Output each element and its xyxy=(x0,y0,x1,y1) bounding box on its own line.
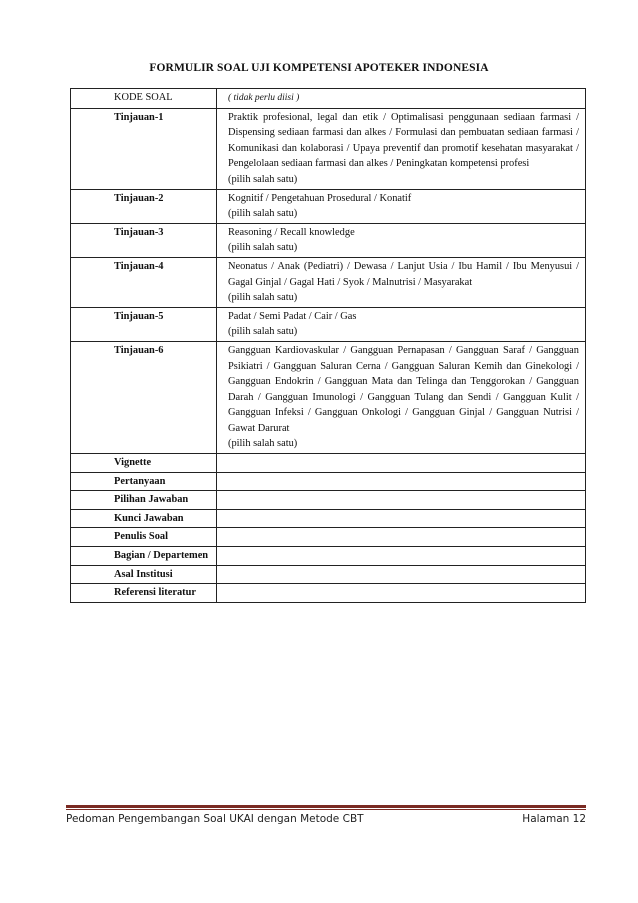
referensi-literatur-field[interactable] xyxy=(217,584,586,603)
kunci-jawaban-field[interactable] xyxy=(217,509,586,528)
tinjauan-1-note: (pilih salah satu) xyxy=(228,173,298,185)
row-value-tinjauan-4 xyxy=(217,257,586,307)
row-value-tinjauan-3 xyxy=(217,223,586,257)
table-row xyxy=(71,89,586,109)
row-label-kode-soal: KODE SOAL xyxy=(71,89,217,109)
tinjauan-3-note: (pilih salah satu) xyxy=(228,242,298,254)
table-row xyxy=(71,223,586,257)
row-label-referensi-literatur: Referensi literatur xyxy=(71,584,217,603)
row-label-tinjauan-6: Tinjauan-6 xyxy=(71,341,217,453)
table-row xyxy=(71,189,586,223)
row-label-tinjauan-1: Tinjauan-1 xyxy=(71,108,217,189)
row-value-tinjauan-2 xyxy=(217,189,586,223)
table-row xyxy=(71,307,586,341)
row-label-pertanyaan: Pertanyaan xyxy=(71,472,217,491)
tinjauan-6-options: Gangguan Kardiovaskular / Gangguan Pernapasan / Gangguan Saraf / Gangguan Psikiatri / Gangguan Saluran Cerna / Gangguan Saluran Kemih dan Ginekologi / Gangguan Endokrin / Gangguan Mata dan Telinga dan Tenggorokan / Gangguan Darah / Gangguan Imunologi / Gangguan Tulang dan Sendi / Gangguan Kulit / Gangguan Infeksi / Gangguan Onkologi / Gangguan Ginjal / Gangguan Nutrisi / Gawat Darurat xyxy=(228,344,579,434)
row-value-tinjauan-5 xyxy=(217,307,586,341)
table-row xyxy=(71,565,586,584)
row-value-tinjauan-1 xyxy=(217,108,586,189)
footer-divider-thin xyxy=(66,809,586,810)
row-label-bagian-departemen: Bagian / Departemen xyxy=(71,547,217,566)
pilihan-jawaban-field[interactable] xyxy=(217,491,586,510)
row-label-kunci-jawaban: Kunci Jawaban xyxy=(71,509,217,528)
tinjauan-3-options: Reasoning / Recall knowledge xyxy=(228,226,355,238)
row-label-vignette: Vignette xyxy=(71,454,217,473)
row-value-kode-soal xyxy=(217,89,586,109)
row-label-pilihan-jawaban: Pilihan Jawaban xyxy=(71,491,217,510)
form-title: FORMULIR SOAL UJI KOMPETENSI APOTEKER INDONESIA xyxy=(149,62,489,74)
row-label-tinjauan-4: Tinjauan-4 xyxy=(71,257,217,307)
page-footer xyxy=(66,813,586,825)
row-label-asal-institusi: Asal Institusi xyxy=(71,565,217,584)
table-row xyxy=(71,491,586,510)
table-row xyxy=(71,108,586,189)
row-label-tinjauan-3: Tinjauan-3 xyxy=(71,223,217,257)
tinjauan-5-options: Padat / Semi Padat / Cair / Gas xyxy=(228,310,357,322)
tinjauan-4-options: Neonatus / Anak (Pediatri) / Dewasa / Lanjut Usia / Ibu Hamil / Ibu Menyusui / Gagal Ginjal / Gagal Hati / Syok / Malnutrisi / Masyarakat xyxy=(228,260,579,288)
row-label-tinjauan-2: Tinjauan-2 xyxy=(71,189,217,223)
table-row xyxy=(71,509,586,528)
tinjauan-1-options: Praktik profesional, legal dan etik / Optimalisasi penggunaan sediaan farmasi / Dispensing sediaan farmasi dan alkes / Formulasi dan pembuatan sediaan farmasi / Komunikasi dan kolaborasi / Upaya preventif dan promotif kesehatan masyarakat / Pengelolaan sediaan farmasi dan alkes / Peningkatan kompetensi profesi xyxy=(228,111,579,170)
table-row xyxy=(71,341,586,453)
footer-document-title: Pedoman Pengembangan Soal UKAI dengan Metode CBT xyxy=(66,813,364,825)
pertanyaan-field[interactable] xyxy=(217,472,586,491)
table-row xyxy=(71,547,586,566)
tinjauan-2-options: Kognitif / Pengetahuan Prosedural / Konatif xyxy=(228,192,412,204)
row-value-tinjauan-6 xyxy=(217,341,586,453)
table-row xyxy=(71,528,586,547)
table-row xyxy=(71,257,586,307)
bagian-departemen-field[interactable] xyxy=(217,547,586,566)
row-label-penulis-soal: Penulis Soal xyxy=(71,528,217,547)
asal-institusi-field[interactable] xyxy=(217,565,586,584)
table-row xyxy=(71,454,586,473)
kode-soal-hint: ( tidak perlu diisi ) xyxy=(228,93,300,103)
row-label-tinjauan-5: Tinjauan-5 xyxy=(71,307,217,341)
question-form-table xyxy=(70,88,586,603)
footer-divider xyxy=(66,805,586,808)
footer-page-number: Halaman 12 xyxy=(522,813,586,825)
tinjauan-4-note: (pilih salah satu) xyxy=(228,292,298,304)
table-row xyxy=(71,472,586,491)
tinjauan-6-note: (pilih salah satu) xyxy=(228,438,298,450)
tinjauan-5-note: (pilih salah satu) xyxy=(228,326,298,338)
penulis-soal-field[interactable] xyxy=(217,528,586,547)
tinjauan-2-note: (pilih salah satu) xyxy=(228,208,298,220)
vignette-field[interactable] xyxy=(217,454,586,473)
table-row xyxy=(71,584,586,603)
